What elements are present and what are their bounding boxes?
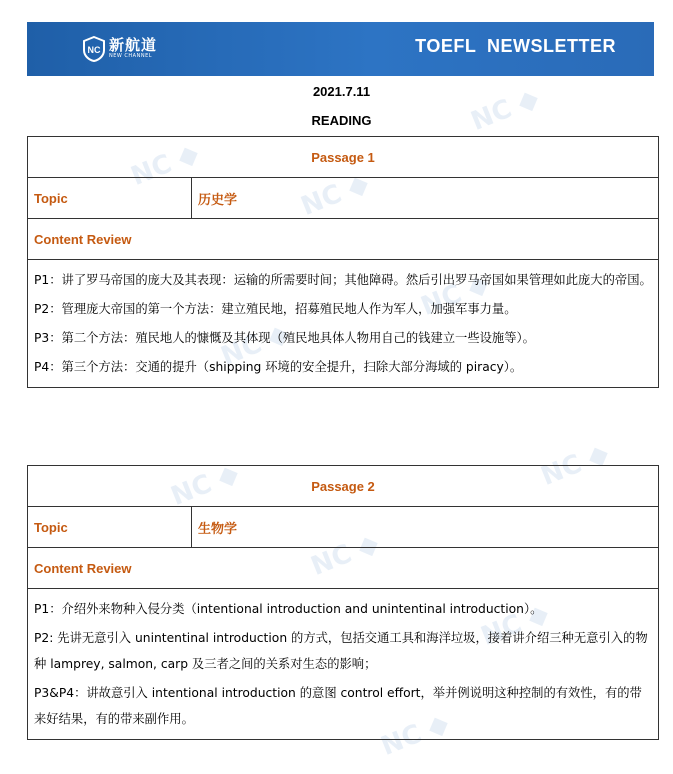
review-paragraph: P2: 先讲无意引入 unintentinal introduction 的方式，包括交通工具和海洋垃圾，接着讲介绍三种无意引入的物种 lamprey, salmon, carp 及三者之间的关系对生态的影响； — [34, 631, 648, 671]
shield-logo-icon — [83, 36, 105, 62]
content-review-label: Content Review — [28, 548, 659, 589]
topic-label: Topic — [28, 178, 192, 219]
passage-title: Passage 2 — [28, 466, 659, 507]
watermark-logo: NC ◆ — [376, 708, 453, 762]
topic-value: 历史学 — [192, 178, 659, 219]
topic-value: 生物学 — [192, 507, 659, 548]
watermark-logo: NC ◆ — [296, 168, 373, 222]
watermark-logo: NC ◆ — [166, 458, 243, 512]
newsletter-title: TOEFL NEWSLETTER — [415, 36, 616, 56]
brand-logo — [83, 34, 157, 64]
passage-table-1 — [27, 136, 659, 388]
topic-label: Topic — [28, 507, 192, 548]
watermark-logo: NC ◆ — [126, 138, 203, 192]
content-review-body — [28, 589, 659, 740]
section-heading: READING — [311, 113, 372, 128]
watermark-logo: NC ◆ — [416, 268, 493, 322]
review-paragraph: P1：介绍外来物种入侵分类（intentional introduction and unintentinal introduction）。 — [34, 602, 543, 616]
review-paragraph: P3：第二个方法：殖民地人的慷慨及其体现（殖民地具体人物用自己的钱建立一些设施等）。 — [34, 331, 535, 345]
review-paragraph: P3&P4：讲故意引入 intentional introduction 的意图 control effort，举并例说明这种控制的有效性，有的带来好结果，有的带来副作用。 — [34, 686, 642, 726]
watermark-logo: NC ◆ — [466, 83, 543, 137]
passage-table-2 — [27, 465, 659, 740]
header-banner — [27, 22, 654, 76]
review-paragraph: P1：讲了罗马帝国的庞大及其表现：运输的所需要时间；其他障碍。然后引出罗马帝国如果管理如此庞大的帝国。 — [34, 273, 652, 287]
svg-text:NC: NC — [87, 45, 101, 55]
passage-title: Passage 1 — [28, 137, 659, 178]
watermark-logo: NC ◆ — [306, 528, 383, 582]
content-review-label: Content Review — [28, 219, 659, 260]
logo-en-text: NEW CHANNEL — [109, 53, 153, 59]
review-paragraph: P4：第三个方法：交通的提升（shipping 环境的安全提升，扫除大部分海域的 piracy）。 — [34, 360, 523, 374]
review-paragraph: P2：管理庞大帝国的第一个方法：建立殖民地，招募殖民地人作为军人，加强军事力量。 — [34, 302, 517, 316]
watermark-logo: NC ◆ — [216, 318, 293, 372]
content-review-body — [28, 260, 659, 388]
logo-cn-text: 新航道 — [109, 36, 158, 54]
watermark-logo: NC ◆ — [536, 438, 613, 492]
issue-date: 2021.7.11 — [312, 84, 371, 99]
watermark-logo: NC ◆ — [476, 598, 553, 652]
